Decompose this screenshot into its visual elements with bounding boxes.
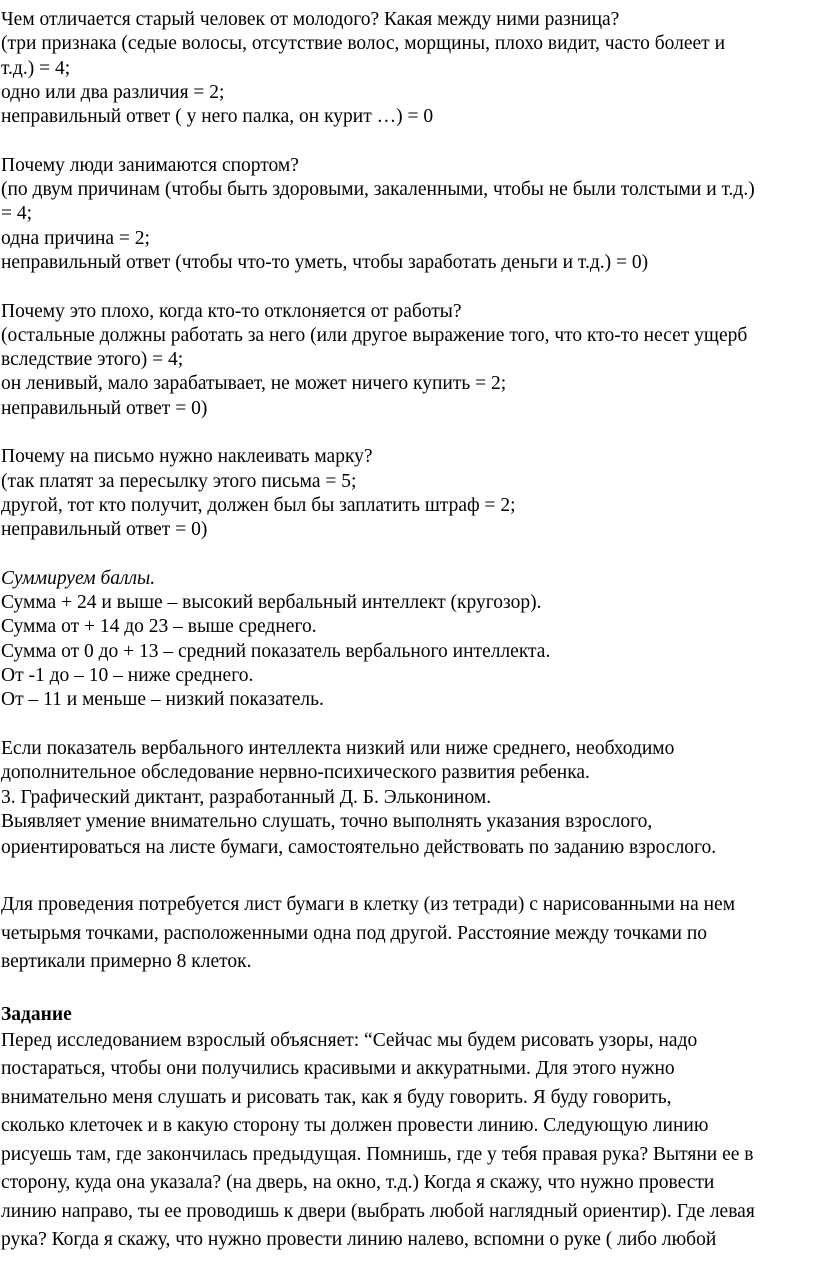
q4-question: Почему на письмо нужно наклеивать марку? (1, 446, 373, 468)
scoring-level: Сумма от + 14 до 23 – выше среднего. (1, 616, 317, 638)
spacer (0, 977, 816, 1003)
q3-answer-line1: (остальные должны работать за него (или другое выражение того, что кто-то несет ущерб (1, 324, 748, 346)
q2-question: Почему люди занимаются спортом? (1, 154, 299, 176)
q1-answer-line2: т.д.) = 4; (1, 57, 71, 79)
q4-partial: другой, тот кто получит, должен был бы заплатить штраф = 2; (1, 494, 516, 516)
q2-wrong: неправильный ответ (чтобы что-то уметь, чтобы заработать деньги и т.д.) = 0) (1, 251, 649, 273)
q4-wrong: неправильный ответ = 0) (1, 519, 208, 541)
q1-answer-line1: (три признака (седые волосы, отсутствие волос, морщины, плохо видит, часто болеет и (1, 33, 726, 55)
q2-answer-line2: = 4; (1, 203, 33, 225)
scoring-level: От -1 до – 10 – ниже среднего. (1, 665, 254, 687)
q3-wrong: неправильный ответ = 0) (1, 397, 208, 419)
materials-line1: Для проведения потребуется лист бумаги в клетку (из тетради) с нарисованными на нем (1, 894, 736, 916)
task-line: Перед исследованием взрослый объясняет: “Сейчас мы будем рисовать узоры, надо (1, 1029, 698, 1051)
document-page (0, 8, 816, 1255)
task-line: рука? Когда я скажу, что нужно провести линию налево, вспомни о руке ( либо любой (1, 1229, 717, 1251)
section3-desc-line2: ориентироваться на листе бумаги, самостоятельно действовать по заданию взрослого. (1, 837, 717, 859)
spacer (0, 863, 816, 892)
task-heading: Задание (1, 1003, 72, 1025)
q2-answer-line1: (по двум причинам (чтобы быть здоровыми, закаленными, чтобы не были толстыми и т.д.) (1, 179, 755, 201)
note-line2: дополнительное обследование нервно-психического развития ребенка. (1, 762, 590, 784)
scoring-level: Сумма от 0 до + 13 – средний показатель вербального интеллекта. (1, 640, 551, 662)
q1-partial: одно или два различия = 2; (1, 81, 225, 103)
materials-line2: четырьмя точками, расположенными одна под другой. Расстояние между точками по (1, 922, 707, 944)
q4-answer: (так платят за пересылку этого письма = 5; (1, 470, 357, 492)
materials-line3: вертикали примерно 8 клеток. (1, 951, 252, 973)
q1-question: Чем отличается старый человек от молодого? Какая между ними разница? (1, 9, 620, 30)
spacer (0, 543, 816, 567)
note-line1: Если показатель вербального интеллекта низкий или ниже среднего, необходимо (1, 737, 675, 759)
task-line: линию направо, ты ее проводишь к двери (выбрать любой наглядный ориентир). Где левая (1, 1200, 755, 1222)
scoring-level: От – 11 и меньше – низкий показатель. (1, 689, 324, 711)
spacer (0, 129, 816, 153)
section3-desc-line1: Выявляет умение внимательно слушать, точно выполнять указания взрослого, (1, 810, 653, 832)
q3-answer-line2: вследствие этого) = 4; (1, 349, 184, 371)
q2-partial: одна причина = 2; (1, 227, 150, 249)
task-line: постараться, чтобы они получились красивыми и аккуратными. Для этого нужно (1, 1058, 675, 1080)
q3-partial: он ленивый, мало зарабатывает, не может ничего купить = 2; (1, 373, 507, 395)
spacer (0, 421, 816, 445)
task-line: сторону, куда она указала? (на дверь, на окно, т.д.) Когда я скажу, что нужно провести (1, 1172, 715, 1194)
task-line: внимательно меня слушать и рисовать так, как я буду говорить. Я буду говорить, (1, 1086, 672, 1108)
task-line: сколько клеточек и в какую сторону ты должен провести линию. Следующую линию (1, 1115, 709, 1137)
q1-wrong: неправильный ответ ( у него палка, он курит …) = 0 (1, 106, 434, 128)
spacer (0, 275, 816, 299)
spacer (0, 713, 816, 737)
q3-question: Почему это плохо, когда кто-то отклоняется от работы? (1, 300, 462, 322)
section3-title: 3. Графический диктант, разработанный Д. Б. Эльконином. (1, 786, 492, 808)
task-line: рисуешь там, где закончилась предыдущая. Помнишь, где у тебя правая рука? Вытяни ее в (1, 1143, 754, 1165)
scoring-heading: Суммируем баллы. (1, 567, 156, 589)
scoring-level: Сумма + 24 и выше – высокий вербальный интеллект (кругозор). (1, 592, 542, 614)
